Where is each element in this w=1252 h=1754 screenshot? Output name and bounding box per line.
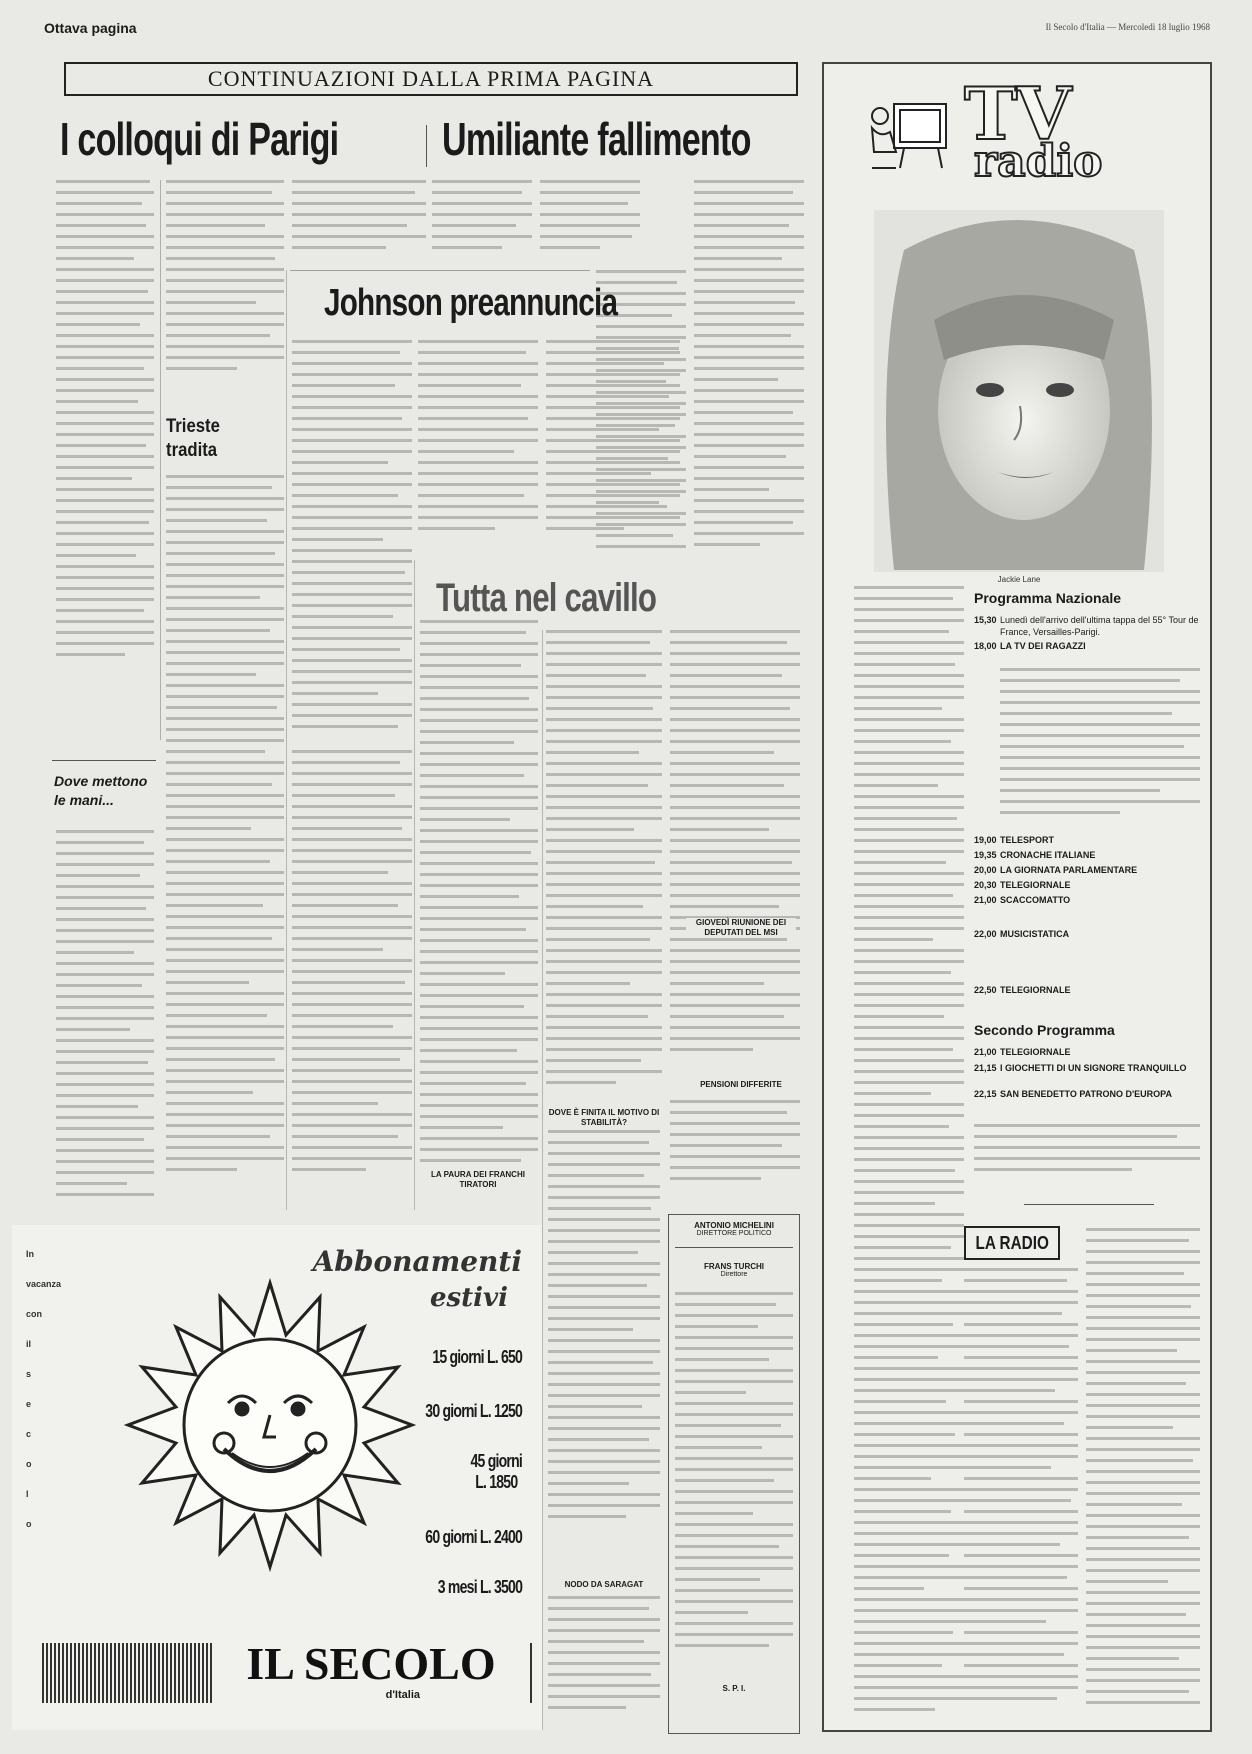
tv-item: 22,15 SAN BENEDETTO PATRONO D'EUROPA	[974, 1089, 1172, 1099]
mani-top-rule	[52, 760, 156, 761]
subhead-pensioni: PENSIONI DIFFERITE	[700, 1080, 782, 1089]
il-secolo-sub: d'Italia	[385, 1689, 420, 1701]
imprint-printer: S. P. I.	[722, 1684, 746, 1693]
article-text-colloqui-col1	[56, 180, 154, 740]
slogan-word: s	[26, 1369, 32, 1379]
article-text-johnson-col1b	[292, 750, 412, 1210]
article-text-johnson-col3	[546, 340, 680, 550]
tv-item: 22,00 MUSICISTATICA	[974, 929, 1070, 939]
tv-item: 18,00 LA TV DEI RAGAZZI	[974, 641, 1086, 651]
subhead-stata: DOVE È FINITA IL MOTIVO DI STABILITÀ?	[548, 1108, 660, 1127]
radio-box-label: LA RADIO	[975, 1232, 1049, 1253]
subhead-saragat: NODO DA SARAGAT	[564, 1580, 644, 1589]
offer-45: 45 giorni L. 1850	[470, 1451, 522, 1492]
slogan-word: vacanza	[26, 1279, 62, 1289]
article-text-fallimento-col2	[540, 180, 640, 262]
offer-60: 60 giorni L. 2400	[425, 1527, 522, 1547]
article-text-colloqui-col2	[166, 180, 284, 400]
headline-trieste: Trieste tradita	[166, 416, 220, 461]
offer-30: 30 giorni L. 1250	[425, 1401, 522, 1421]
headline-johnson: Johnson preannuncia	[324, 282, 618, 324]
subscription-ad	[12, 1225, 542, 1730]
article-text-fallimento-col3	[694, 180, 804, 580]
secondo-programma-title: Secondo Programma	[974, 1022, 1115, 1038]
radio-col1	[964, 1268, 1078, 1716]
tv-notes-col	[854, 586, 964, 1716]
headline-colloqui: I colloqui di Parigi	[60, 113, 339, 165]
tv-item: 19,35 CRONACHE ITALIANE	[974, 850, 1096, 860]
photo-caption: Jackie Lane	[997, 575, 1041, 584]
radio-col2	[1086, 1228, 1200, 1716]
imprint-director: ANTONIO MICHELINI	[694, 1221, 774, 1230]
radio-logo: radio	[974, 136, 1103, 187]
article-text-pensioni	[670, 1100, 800, 1210]
tv-item: 21,00 SCACCOMATTO	[974, 895, 1071, 905]
continuazioni-banner	[64, 62, 798, 96]
subhead-giovedi: GIOVEDÌ RIUNIONE DEI DEPUTATI DEL MSI	[686, 918, 796, 938]
imprint-box	[668, 1214, 800, 1734]
programma-nazionale-list	[974, 614, 1202, 652]
estivi-title: estivi	[429, 1283, 508, 1313]
article-text-johnson-col2	[418, 340, 538, 550]
article-text-trieste	[166, 475, 284, 1205]
column-rule	[414, 560, 415, 1210]
paper-date: Il Secolo d'Italia — Mercoledì 18 luglio 1968	[1045, 22, 1210, 32]
tv-radio-panel	[822, 62, 1212, 1732]
imprint-director-role: DIRETTORE POLITICO	[696, 1230, 772, 1237]
tv-item: 21,00 TELEGIORNALE	[974, 1047, 1071, 1057]
headline-mani: Dove mettono le mani...	[54, 773, 148, 808]
offer-15: 15 giorni L. 650	[432, 1347, 522, 1367]
tv-item: 22,50 TELEGIORNALE	[974, 985, 1071, 995]
il-secolo-logo	[212, 1637, 530, 1709]
column-rule	[160, 180, 161, 740]
imprint-editor: FRANS TURCHI	[704, 1262, 764, 1271]
abbonamenti-title: Abbonamenti	[312, 1245, 522, 1278]
slogan-column	[26, 1239, 76, 1539]
programma-nazionale-title: Programma Nazionale	[974, 590, 1122, 606]
article-text-cavillo-col2	[546, 630, 662, 1100]
slogan-word: In	[26, 1249, 34, 1259]
article-text-fallimento-col1	[432, 180, 532, 262]
headline-divider	[426, 125, 427, 167]
article-text-saragat	[548, 1596, 660, 1736]
article-text-johnson-col2b	[420, 620, 538, 1210]
slogan-word: o	[26, 1459, 32, 1469]
sun-illustration	[120, 1275, 420, 1575]
article-text-colloqui-col3	[292, 180, 426, 262]
tv-item: 21,15 I GIOCHETTI DI UN SIGNORE TRANQUILLO	[974, 1063, 1187, 1073]
column-rule	[286, 270, 287, 1210]
headline-fallimento: Umiliante fallimento	[442, 113, 751, 165]
tv-item: 19,00 TELESPORT	[974, 835, 1055, 845]
offer-3mesi: 3 mesi L. 3500	[437, 1577, 522, 1597]
tv-item: 15,30 Lunedì dell'arrivo dell'ultima tappa del 55° Tour de France, Versailles-Parigi.	[974, 615, 1199, 637]
subhead-franchi: LA PAURA DEI FRANCHI TIRATORI	[420, 1170, 536, 1190]
article-text-cavillo-col3	[670, 630, 800, 1070]
programma-nazionale-list-2	[974, 834, 1202, 996]
tv-set-icon	[864, 88, 954, 178]
tv-item: 20,30 TELEGIORNALE	[974, 880, 1071, 890]
column-rule	[542, 630, 543, 1730]
section-label: Ottava pagina	[44, 20, 137, 36]
tv-logo: TV	[964, 71, 1070, 156]
slogan-word: il	[26, 1339, 32, 1349]
headline-cavillo: Tutta nel cavillo	[436, 576, 657, 620]
slogan-word: con	[26, 1309, 43, 1319]
johnson-top-rule	[290, 270, 590, 271]
secondo-desc	[974, 1124, 1200, 1184]
slogan-word: c	[26, 1429, 32, 1439]
slogan-word: l	[26, 1489, 29, 1499]
tv-item: 20,00 LA GIORNATA PARLAMENTARE	[974, 865, 1138, 875]
banner-text: CONTINUAZIONI DALLA PRIMA PAGINA	[207, 66, 655, 91]
article-text-stata	[548, 1130, 660, 1570]
tv-ragazzi-desc	[1000, 668, 1200, 828]
portrait-photo	[874, 210, 1164, 572]
il-secolo-name: IL SECOLO	[246, 1638, 496, 1689]
radio-box	[964, 1226, 1060, 1260]
imprint-editor-role: Direttore	[720, 1271, 748, 1278]
tv-radio-divider	[1024, 1204, 1154, 1205]
slogan-word: o	[26, 1519, 32, 1529]
article-text-mani	[56, 830, 154, 1210]
secondo-programma-list	[974, 1046, 1202, 1100]
article-text-johnson-col1	[292, 340, 412, 740]
slogan-word: e	[26, 1399, 32, 1409]
